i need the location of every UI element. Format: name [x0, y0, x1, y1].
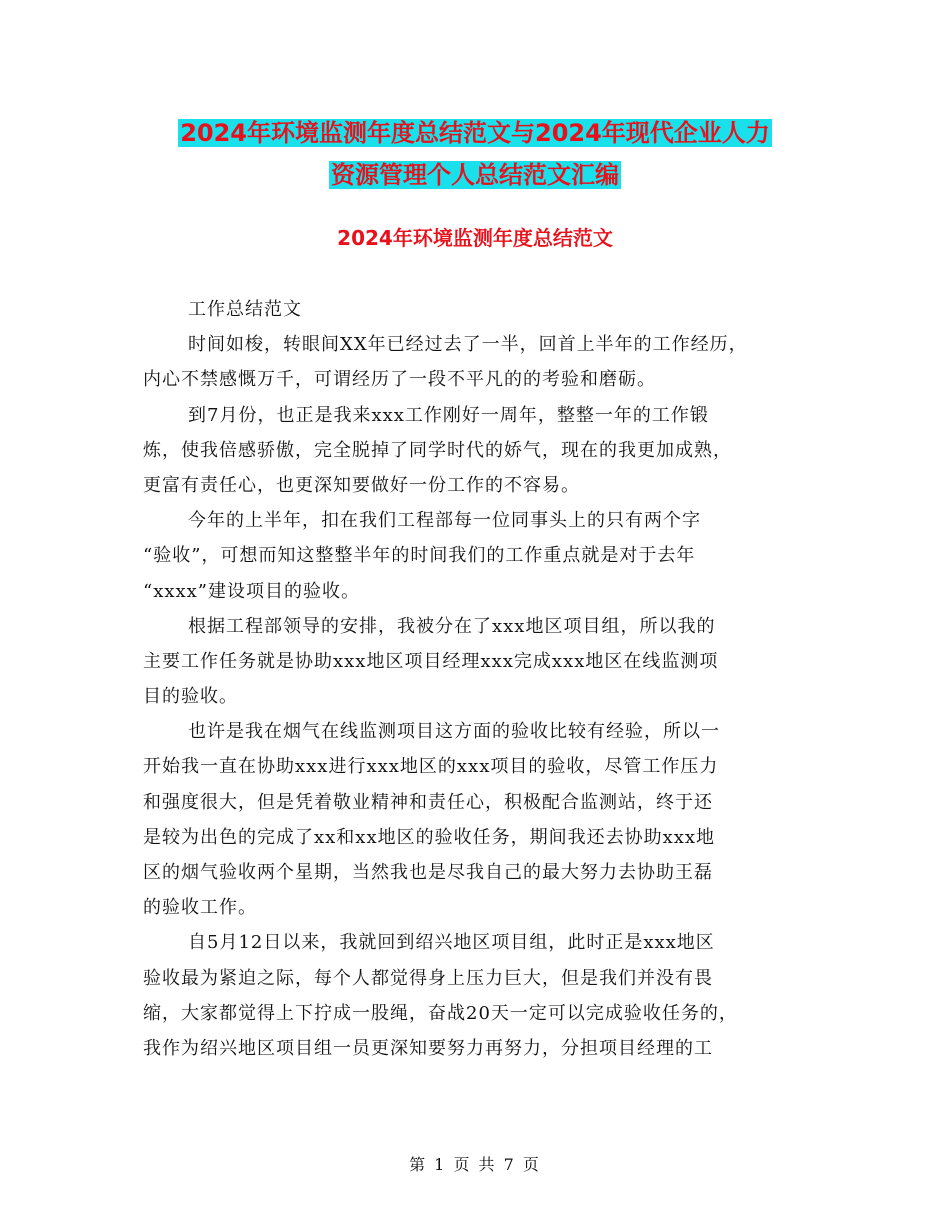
body-line: 根据工程部领导的安排，我被分在了xxx地区项目组，所以我的	[188, 615, 716, 637]
document-title-line-2-text: 资源管理个人总结范文汇编	[331, 161, 619, 189]
document-title-line-1-text: 2024年环境监测年度总结范文与2024年现代企业人力	[180, 119, 770, 147]
body-line: 内心不禁感慨万千，可谓经历了一段不平凡的的考验和磨砺。	[143, 369, 656, 391]
body-line: 的验收工作。	[143, 897, 257, 919]
body-line: 目的验收。	[143, 686, 238, 708]
body-line: 主要工作任务就是协助xxx地区项目经理xxx完成xxx地区在线监测项	[143, 650, 719, 672]
body-line: 缩，大家都觉得上下拧成一股绳，奋战20天一定可以完成验收任务的，	[143, 1002, 738, 1024]
body-line: 自5月12日以来，我就回到绍兴地区项目组，此时正是xxx地区	[188, 932, 715, 954]
body-line: 今年的上半年，扣在我们工程部每一位同事头上的只有两个字	[188, 510, 701, 532]
body-line: 是较为出色的完成了xx和xx地区的验收任务，期间我还去协助xxx地	[143, 826, 716, 848]
body-line: 和强度很大，但是凭着敬业精神和责任心，积极配合监测站，终于还	[143, 791, 713, 813]
body-line: 工作总结范文	[188, 299, 302, 320]
body-line: 我作为绍兴地区项目组一员更深知要努力再努力，分担项目经理的工	[143, 1037, 713, 1059]
body-text	[143, 292, 823, 1066]
body-line: “验收”，可想而知这整整半年的时间我们的工作重点就是对于去年	[143, 545, 696, 567]
body-line: 时间如梭，转眼间XX年已经过去了一半，回首上半年的工作经历，	[188, 334, 748, 356]
page-footer: 第 1 页 共 7 页	[409, 1155, 541, 1174]
body-line: 到7月份，也正是我来xxx工作刚好一周年，整整一年的工作锻	[188, 404, 709, 426]
body-line: “xxxx”建设项目的验收。	[143, 580, 361, 602]
body-line: 炼，使我倍感骄傲，完全脱掉了同学时代的娇气，现在的我更加成熟，	[143, 439, 732, 461]
body-line: 开始我一直在协助xxx进行xxx地区的xxx项目的验收，尽管工作压力	[143, 756, 719, 778]
body-line: 验收最为紧迫之际，每个人都觉得身上压力巨大，但是我们并没有畏	[143, 967, 713, 989]
document-title-line-2	[0, 152, 950, 198]
body-line: 更富有责任心，也更深知要做好一份工作的不容易。	[143, 474, 580, 496]
document-title-line-1	[0, 110, 950, 156]
body-line: 区的烟气验收两个星期，当然我也是尽我自己的最大努力去协助王磊	[143, 862, 713, 883]
body-line: 也许是我在烟气在线监测项目这方面的验收比较有经验，所以一	[188, 721, 720, 743]
section-title: 2024年环境监测年度总结范文	[337, 226, 613, 250]
